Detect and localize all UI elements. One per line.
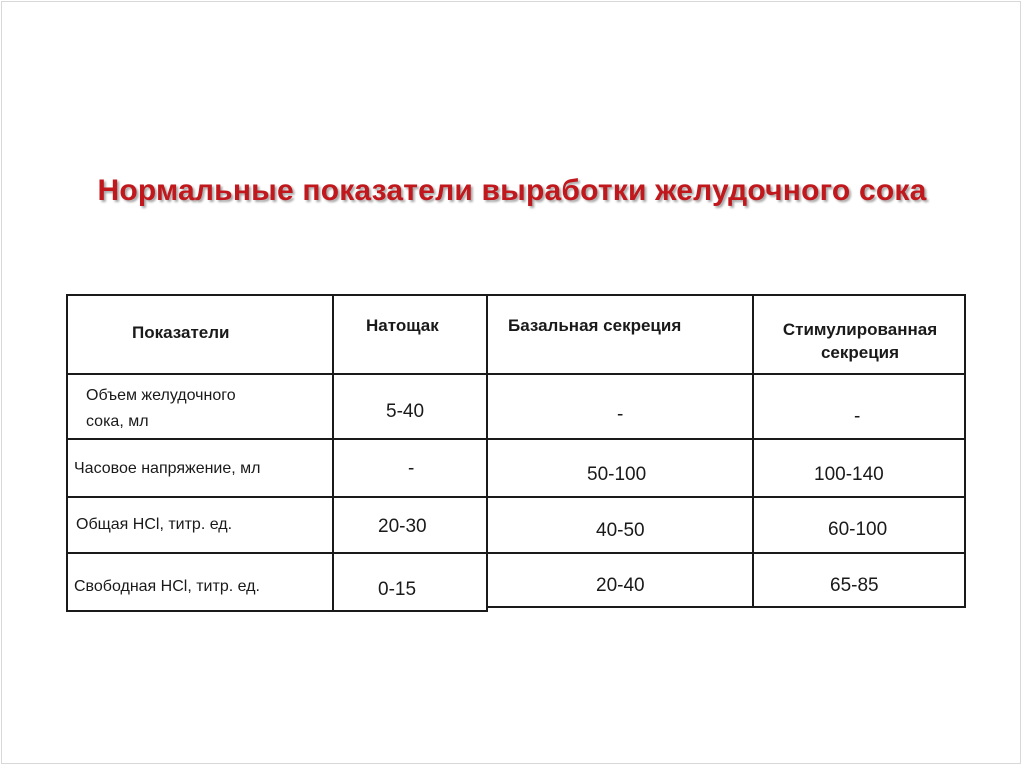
table-rule-col2 (486, 294, 488, 612)
header-indicators: Показатели (132, 323, 230, 342)
row1-label-line1: Объем желудочного (86, 387, 236, 404)
row2-label: Часовое напряжение, мл (74, 460, 261, 477)
row3-fasting: 20-30 (378, 516, 427, 537)
row3-stimulated: 60-100 (828, 519, 888, 540)
header-fasting: Натощак (366, 316, 439, 335)
row4-label: Свободная HCl, титр. ед. (74, 578, 260, 595)
row4-basal: 20-40 (596, 575, 645, 596)
table-rule-right (964, 294, 966, 608)
table-rule-col1 (332, 294, 334, 612)
header-stimulated-line1: Стимулированная (782, 320, 938, 339)
row2-stimulated: 100-140 (814, 464, 884, 485)
header-basal: Базальная секреция (508, 316, 682, 335)
table-rule-top (66, 294, 966, 296)
row1-label-line2: сока, мл (86, 413, 149, 430)
table-rule-row1 (66, 438, 966, 440)
table-rule-bottom-left (66, 610, 486, 612)
row1-stimulated: - (854, 406, 861, 427)
row4-fasting: 0-15 (378, 579, 417, 600)
row2-fasting: - (408, 458, 415, 479)
table-rule-col3 (752, 294, 754, 608)
table-rule-bottom-right (486, 606, 966, 608)
table-rule-row2 (66, 496, 966, 498)
row1-basal: - (617, 404, 624, 425)
row4-stimulated: 65-85 (830, 575, 879, 596)
row1-fasting: 5-40 (386, 401, 425, 422)
header-stimulated-line2: секреция (820, 343, 900, 362)
table-rule-left (66, 294, 68, 612)
row3-label: Общая HCl, титр. ед. (76, 516, 233, 533)
row2-basal: 50-100 (587, 464, 647, 485)
slide-title: Нормальные показатели выработки желудочного сока (97, 174, 927, 207)
table-rule-row3 (66, 552, 966, 554)
table-rule-header (66, 373, 966, 375)
row3-basal: 40-50 (596, 520, 645, 541)
